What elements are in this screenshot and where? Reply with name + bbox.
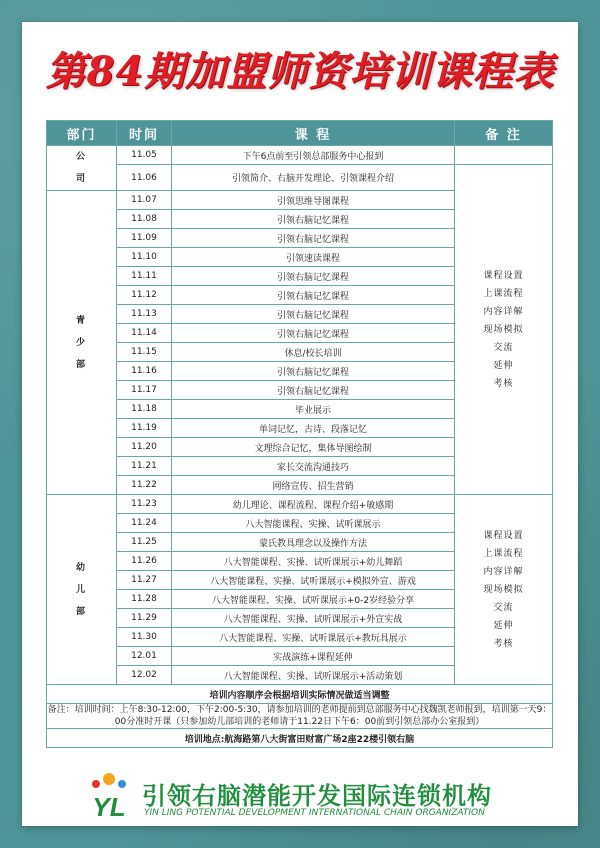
org-name-cn: 引领右脑潜能开发国际连锁机构 — [142, 782, 492, 810]
course-cell: 幼儿理论、课程流程、课程介绍+敏感期 — [172, 495, 455, 514]
header-dept: 部门 — [47, 121, 117, 146]
course-cell: 引领右脑记忆课程 — [172, 324, 455, 343]
date-cell: 12.02 — [117, 666, 172, 685]
table-row — [47, 165, 553, 191]
venue-text: 培训地点:航海路第八大街富田财富广场2座22楼引领右脑 — [47, 729, 553, 748]
schedule-card — [22, 22, 578, 826]
course-cell: 引领右脑记忆课程 — [172, 229, 455, 248]
date-cell: 11.07 — [117, 191, 172, 210]
logo-text: YL — [92, 792, 126, 822]
course-cell: 下午6点前至引领总部服务中心报到 — [172, 146, 455, 165]
page-title: 第84期加盟师资培训课程表 — [45, 48, 555, 95]
course-cell: 文理综合记忆，集体导图绘制 — [172, 438, 455, 457]
table-header-row — [47, 121, 553, 146]
date-cell: 11.23 — [117, 495, 172, 514]
yl-logo-icon — [82, 770, 136, 824]
course-cell: 引领右脑记忆课程 — [172, 381, 455, 400]
course-cell: 引领右脑记忆课程 — [172, 362, 455, 381]
header-time: 时间 — [117, 121, 172, 146]
dept-cell: 幼 儿 部 — [47, 495, 117, 685]
date-cell: 11.14 — [117, 324, 172, 343]
dept-cell: 公 司 — [47, 146, 117, 191]
dept-cell: 青 少 部 — [47, 191, 117, 495]
course-cell: 引领右脑记忆课程 — [172, 267, 455, 286]
remark-row — [47, 704, 553, 729]
organization-footer — [82, 770, 562, 826]
course-cell: 引领右脑记忆课程 — [172, 210, 455, 229]
course-cell: 家长交流沟通技巧 — [172, 457, 455, 476]
date-cell: 11.09 — [117, 229, 172, 248]
schedule-table — [46, 120, 553, 748]
schedule-body — [47, 146, 553, 685]
date-cell: 11.08 — [117, 210, 172, 229]
date-cell: 11.19 — [117, 419, 172, 438]
header-course: 课 程 — [172, 121, 455, 146]
remark-text: 备注：培训时间：上午8:30-12:00，下午2:00-5:30，请参加培训的老师提前到总部服务中心找魏凯老师报到，培训第一天9：00分准时开课（只参加幼儿部培训的老师请于11.22日下午6：00前到引领总部办公室报到） — [47, 705, 552, 727]
course-cell: 休息/校长培训 — [172, 343, 455, 362]
adjust-note: 培训内容顺序会根据培训实际情况做适当调整 — [47, 685, 553, 704]
course-cell: 蒙氏教具理念以及操作方法 — [172, 533, 455, 552]
adjust-row — [47, 685, 553, 704]
course-cell: 引领右脑记忆课程 — [172, 286, 455, 305]
course-cell: 实战演练+课程延伸 — [172, 647, 455, 666]
course-cell: 引领速读课程 — [172, 248, 455, 267]
header-note: 备 注 — [455, 121, 553, 146]
date-cell: 11.18 — [117, 400, 172, 419]
note-cell-empty — [455, 146, 553, 165]
course-cell: 八大智能课程、实操、试听课展示+活动策划 — [172, 666, 455, 685]
course-cell: 引领简介、右脑开发理论、引领课程介绍 — [172, 165, 455, 191]
course-cell: 八大智能课程、实操、试听课展示+模拟外宣、游戏 — [172, 571, 455, 590]
date-cell: 11.21 — [117, 457, 172, 476]
date-cell: 11.22 — [117, 476, 172, 495]
date-cell: 11.30 — [117, 628, 172, 647]
note-cell: 课程设置 上课流程 内容详解 现场模拟 交流 延伸 考核 — [455, 495, 553, 685]
date-cell: 11.05 — [117, 146, 172, 165]
date-cell: 11.15 — [117, 343, 172, 362]
course-cell: 八大智能课程、实操、试听课展示+幼儿舞蹈 — [172, 552, 455, 571]
venue-row — [47, 729, 553, 748]
date-cell: 11.13 — [117, 305, 172, 324]
course-cell: 八大智能课程、实操、试听课展示+教玩具展示 — [172, 628, 455, 647]
date-cell: 11.11 — [117, 267, 172, 286]
course-cell: 引领右脑记忆课程 — [172, 305, 455, 324]
date-cell: 11.26 — [117, 552, 172, 571]
date-cell: 11.25 — [117, 533, 172, 552]
date-cell: 11.17 — [117, 381, 172, 400]
course-cell: 网络宣传、招生营销 — [172, 476, 455, 495]
org-name-en: YIN LING POTENTIAL DEVELOPMENT INTERNATIONAL CHAIN ORGANIZATION — [144, 808, 485, 818]
date-cell: 11.20 — [117, 438, 172, 457]
course-cell: 引领思维导图课程 — [172, 191, 455, 210]
table-row — [47, 495, 553, 514]
date-cell: 12.01 — [117, 647, 172, 666]
table-row — [47, 146, 553, 165]
note-cell: 课程设置 上课流程 内容详解 现场模拟 交流 延伸 考核 — [455, 165, 553, 495]
course-cell: 八大智能课程、实操、试听课展示+0-2岁经验分享 — [172, 590, 455, 609]
course-cell: 八大智能课程、实操、试听课展示+外宣实战 — [172, 609, 455, 628]
date-cell: 11.24 — [117, 514, 172, 533]
date-cell: 11.16 — [117, 362, 172, 381]
date-cell: 11.12 — [117, 286, 172, 305]
date-cell: 11.28 — [117, 590, 172, 609]
date-cell: 11.27 — [117, 571, 172, 590]
course-cell: 毕业展示 — [172, 400, 455, 419]
date-cell: 11.10 — [117, 248, 172, 267]
course-cell: 单词记忆，古诗、段落记忆 — [172, 419, 455, 438]
course-cell: 八大智能课程、实操、试听课展示 — [172, 514, 455, 533]
date-cell: 11.29 — [117, 609, 172, 628]
date-cell: 11.06 — [117, 165, 172, 191]
